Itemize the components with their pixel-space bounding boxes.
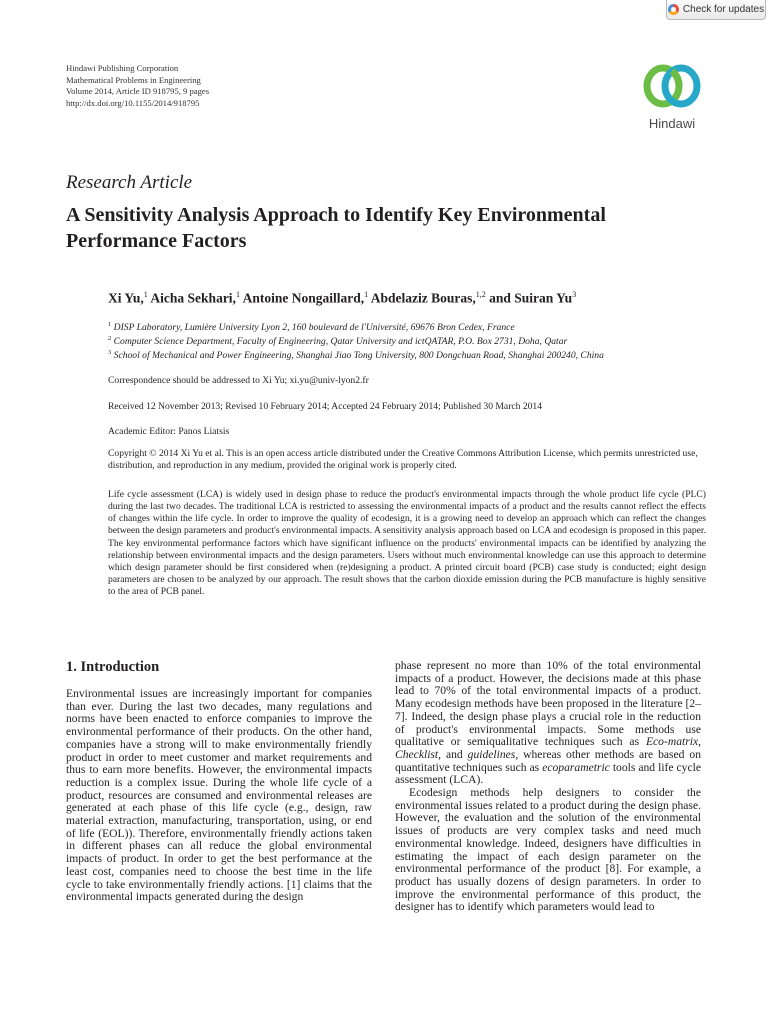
emphasis-text: ecoparametric [542,760,610,774]
affiliation-number: 1 [108,321,112,328]
doi-link[interactable]: http://dx.doi.org/10.1155/2014/918795 [66,97,200,108]
author-name: Abdelaziz Bouras, [370,290,476,306]
academic-editor: Academic Editor: Panos Liatsis [108,426,230,437]
paragraph [395,660,701,787]
author-list [108,290,576,307]
affiliation-number: 3 [108,349,112,356]
affiliation-text: DISP Laboratory, Lumière University Lyon 2, 160 boulevard de l'Université, 69676 Bron Cedex, France [113,322,515,334]
publisher: Hindawi Publishing Corporation [66,63,179,73]
section-heading [66,659,159,676]
paragraph-text: , whereas other methods are based on quantitative techniques such as [395,747,701,774]
author-name: and Suiran Yu [489,290,573,306]
crossmark-icon [668,4,679,15]
author-name: Xi Yu, [108,290,144,306]
author-affil-ref: 1,2 [475,290,486,299]
author-name: Aicha Sekhari, [150,290,236,306]
hindawi-logo-icon [638,60,706,116]
journal-info [66,63,209,109]
affiliation-2 [108,335,567,347]
affiliation-1 [108,321,515,333]
affiliation-number: 2 [108,335,112,342]
separator-text: , and [438,747,468,761]
body-column-right [395,660,701,914]
body-column-left [66,688,372,904]
hindawi-logo [638,60,706,132]
emphasis-text: Eco-matrix [645,735,699,749]
affiliation-text: Computer Science Department, Faculty of Engineering, Qatar University and ictQATAR, P.O. Box 2731, Doha, Qatar [113,336,568,348]
separator-text: , [698,735,701,749]
emphasis-text: Checklist [395,747,439,761]
check-for-updates-label: Check for updates [682,4,765,15]
section-number: 1. [66,659,77,675]
check-for-updates-button[interactable] [666,0,766,20]
journal-name: Mathematical Problems in Engineering [66,74,201,85]
affiliation-3 [108,349,604,361]
article-type: Research Article [66,172,193,193]
author-affil-ref: 3 [572,290,577,299]
author-affil-ref: 1 [364,290,369,299]
volume-info: Volume 2014, Article ID 918795, 9 pages [66,86,210,97]
hindawi-logo-text: Hindawi [648,116,696,131]
correspondence: Correspondence should be addressed to Xi Yu; xi.yu@univ-lyon2.fr [108,375,369,386]
author-name: Antoine Nongaillard, [242,290,365,306]
dates: Received 12 November 2013; Revised 10 February 2014; Accepted 24 February 2014; Published 30 March 2014 [108,401,543,412]
section-title: Introduction [80,659,160,675]
paragraph-text: phase represent no more than 10% of the total environmental impacts of a product. However, the decisions made at this phase lead to 70% of the total environmental impacts of a product. Many ecodesign methods have been proposed in the literature [2–7]. Indeed, the design phase plays a crucial role in the reduction of product's environmental impacts. Some methods use qualitative or semiqualitative techniques such as [395,659,701,749]
affiliation-text: School of Mechanical and Power Engineering, Shanghai Jiao Tong University, 800 Dongchuan Road, Shanghai 200240, China [113,350,604,362]
copyright-notice: Copyright © 2014 Xi Yu et al. This is an open access article distributed under the Creative Commons Attribution License, which permits unrestricted use, distribution, and reproduction in any medium, provided the original work is properly cited. [108,448,698,472]
paragraph: Environmental issues are increasingly important for companies than ever. During the last two decades, many regulations and norms have been enacted to enforce companies to improve the environmental performance of their products. On the other hand, companies have a strong will to make environmentally friendly product in order to meet customer and market requirements and thus to earn more benefits. However, the environmental impacts reduction is a complex issue. During the whole life cycle of a product, resources are consumed and environmental releases are generated at each phase of this life cycle (e.g., design, raw material extraction, manufacturing, transportation, using, or end of life (EOL)). Therefore, environmentally friendly actions taken in different phases can all reduce the global environmental impacts of product. In order to get the best performance at the least cost, companies need to choose the best time in the life cycle to take environmentally friendly actions. [1] claims that the environmental impacts generated during the design [66,687,372,904]
author-affil-ref: 1 [143,290,148,299]
article-title: A Sensitivity Analysis Approach to Identify Key Environmental Performance Factors [66,204,606,252]
paragraph: Ecodesign methods help designers to consider the environmental issues related to a product during the design phase. However, the evaluation and the solution of the environmental issues of products are very complex tasks and need much environmental knowledge. Indeed, designers have difficulties in estimating the impact of each design parameter on the environmental performance of the product [8]. For example, a product has usually dozens of design parameters. In order to improve the environmental performance of this product, the designer has to identify which parameters would lead to [395,786,701,914]
paragraph-text: tools and life cycle assessment (LCA). [395,760,701,787]
abstract: Life cycle assessment (LCA) is widely used in design phase to reduce the product's environmental impacts through the whole product life cycle (PLC) during the last two decades. The traditional LCA is restricted to assessing the environmental impacts of a product and the results cannot reflect the effects of changes within the life cycle. In order to improve the quality of ecodesign, it is a growing need to develop an approach which can reflect the changes between the design parameters and product's environmental impacts. A sensitivity analysis approach based on LCA and ecodesign is proposed in this paper. The key environmental performance factors which have significant influence on the products' environmental impacts can be identified by analyzing the relationship between environmental impacts and the design parameters. Users without much environmental knowledge can use this approach to determine which design parameter should be first considered when (re)designing a product. A printed circuit board (PCB) case study is conducted; eight design parameters are chosen to be analyzed by our approach. The result shows that the carbon dioxide emission during the PCB manufacture is highly sensitive to the area of PCB panel. [108,489,706,598]
author-affil-ref: 1 [235,290,240,299]
emphasis-text: guidelines [467,747,516,761]
